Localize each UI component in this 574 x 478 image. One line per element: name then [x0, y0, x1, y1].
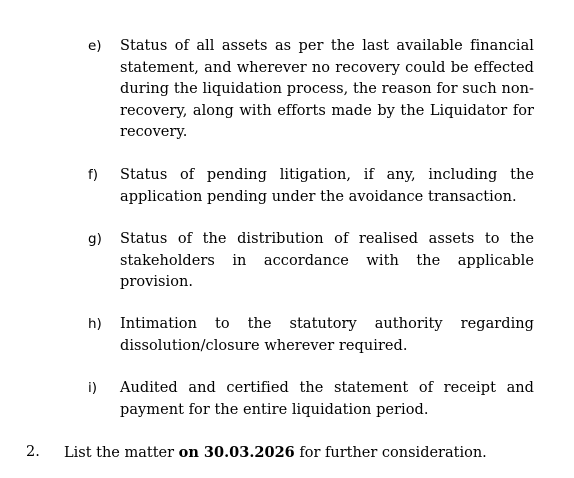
hearing-date: on 30.03.2026: [178, 444, 295, 461]
item-text: Status of the distribution of realised assets to the stakeholders in accordance with the applicable provision.: [120, 231, 534, 290]
list-item-e: [88, 36, 534, 144]
item-text-after: for further consideration.: [294, 445, 487, 461]
list-item-f: [88, 165, 534, 208]
item-text-before: List the matter: [64, 445, 179, 461]
item-text: Audited and certified the statement of receipt and payment for the entire liquidation period.: [120, 380, 534, 418]
item-body: [64, 442, 487, 465]
item-number: 2.: [26, 444, 40, 460]
list-item-h: [88, 314, 534, 357]
item-text: Status of all assets as per the last available financial statement, and wherever no recovery could be effected during the liquidation process, the reason for such non-recovery, along with efforts made by the Liquidator for recovery.: [120, 38, 534, 140]
item-marker: i): [88, 380, 98, 396]
list-item-i: [88, 378, 534, 421]
item-marker: h): [88, 316, 102, 332]
item-text: Status of pending litigation, if any, including the application pending under the avoidance transaction.: [120, 167, 534, 205]
item-text: Intimation to the statutory authority regarding dissolution/closure wherever required.: [120, 316, 534, 354]
list-item-g: [88, 229, 534, 294]
item-marker: g): [88, 231, 102, 247]
item-marker: f): [88, 167, 99, 183]
item-marker: e): [88, 38, 102, 54]
